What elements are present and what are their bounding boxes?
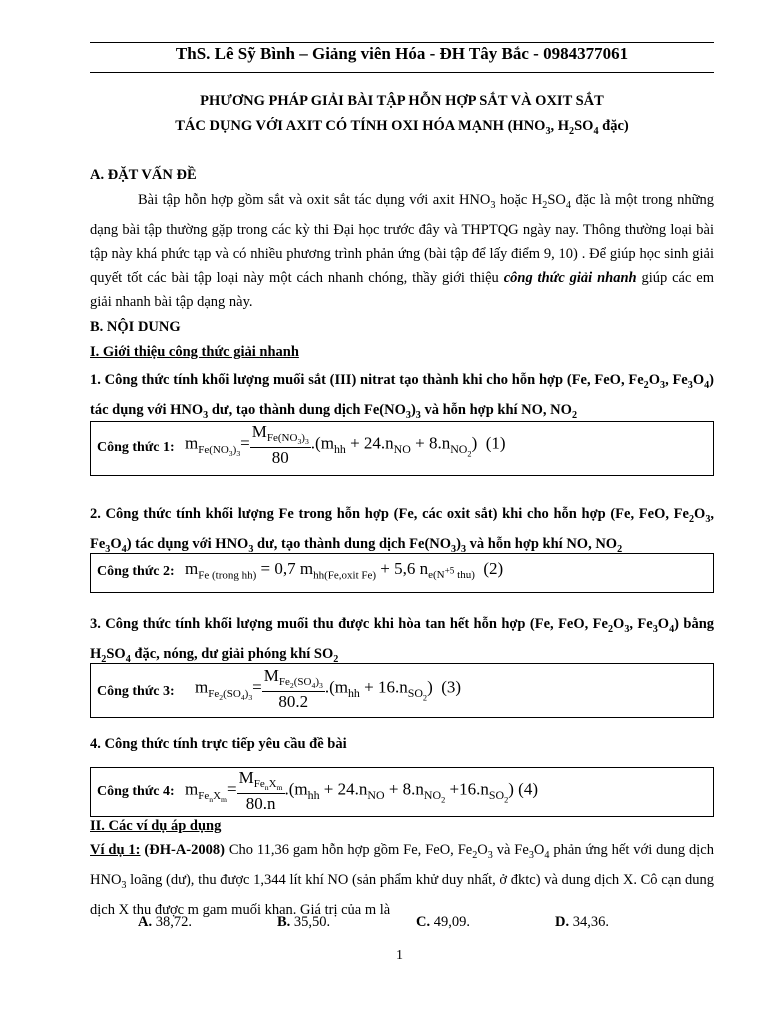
- formula-symbol: m: [195, 677, 209, 697]
- answer-c: [416, 914, 470, 931]
- subscript: 2: [607, 623, 614, 635]
- para-text: SO: [547, 192, 566, 208]
- formula-num: M: [263, 666, 279, 685]
- subscript: 3: [304, 437, 309, 447]
- subscript: 4: [593, 125, 599, 137]
- item-text: ): [456, 535, 461, 552]
- title-line-2: [90, 118, 714, 137]
- subscript: 3: [705, 513, 711, 525]
- formula-text: = 0,7 m: [256, 559, 314, 578]
- example-text: phản ứng hết với dung dịch HNO: [90, 842, 714, 888]
- formula-sub: hh: [307, 788, 320, 803]
- formula-box-4: [90, 767, 714, 817]
- subscript: 3: [490, 199, 496, 211]
- answer-letter: B.: [277, 914, 291, 930]
- formula-1: $m_{Fe(NO_3)_3}=$ $\frac{M_{Fe(NO_3)_3}}{80}$ $.(m_{hh} + 24.n_{NO} + 8.n_{NO_2})$ (1): [185, 422, 506, 467]
- subscript: 3: [203, 409, 209, 421]
- subscript: 2: [643, 379, 649, 391]
- formula-text: ): [508, 779, 514, 799]
- subscript: 4: [125, 653, 131, 665]
- item-text: ) tác dụng với HNO: [90, 372, 714, 418]
- answer-letter: A.: [138, 914, 153, 930]
- formula-tag: (4): [518, 779, 538, 799]
- formula-sub: e(N: [428, 569, 445, 582]
- subscript: 3: [545, 125, 551, 137]
- formula-2: [185, 559, 503, 581]
- subscript: 2: [441, 795, 446, 805]
- subscript: 2: [289, 681, 294, 691]
- answer-b: [277, 914, 330, 931]
- formula-sub: Fe: [208, 688, 220, 701]
- formula-symbol: m: [185, 559, 199, 578]
- answer-value: 35,50.: [290, 914, 331, 930]
- formula-text: + 8.n: [384, 779, 424, 799]
- item-text: đặc, nóng, dư giải phóng khí SO: [130, 645, 334, 662]
- subscript: 3: [487, 849, 493, 861]
- formula-sub: Fe: [253, 778, 265, 791]
- subscript: 4: [669, 623, 675, 635]
- subscript: 4: [121, 543, 127, 555]
- item-text: , Fe: [665, 372, 688, 388]
- subscript: 3: [297, 437, 302, 447]
- title-text: đặc): [598, 118, 629, 134]
- fraction-1: [250, 422, 311, 468]
- formula-sub: NO: [450, 442, 468, 457]
- example-text: Cho 11,36 gam hỗn hợp gồm Fe, FeO, Fe: [224, 842, 473, 858]
- subscript: 3: [660, 379, 666, 391]
- formula-text: + 8.n: [410, 433, 451, 453]
- item-text: O: [657, 616, 670, 632]
- formula-label-4: Công thức 4:: [97, 784, 175, 799]
- formula-tag: (1): [485, 433, 506, 453]
- subscript: 2: [617, 543, 623, 555]
- formula-tag: (2): [483, 559, 504, 578]
- formula-label-1: Công thức 1:: [97, 440, 175, 455]
- subscript: 3: [460, 543, 467, 555]
- subscript: 3: [228, 449, 233, 459]
- fraction-4: $\frac{M_{Fe_nX_m}}{80.n}$: [238, 768, 283, 813]
- formula-sub: hh: [347, 686, 360, 701]
- example-label: Ví dụ 1:: [90, 842, 141, 858]
- item-text: O: [613, 616, 625, 632]
- subscript: 2: [101, 653, 107, 665]
- example-text: và Fe: [492, 842, 529, 858]
- answer-value: 34,36.: [569, 914, 609, 930]
- subscript: 3: [528, 849, 534, 861]
- subscript: 4: [704, 379, 710, 391]
- item-text: O: [694, 506, 706, 522]
- formula-symbol: m: [185, 779, 199, 799]
- formula-num: M: [238, 768, 254, 787]
- formula-3: $m_{Fe_2(SO_4)_3}=$ $\frac{M_{Fe_2(SO_4)_3}}{80.2}$ $.(m_{hh} + 16.n_{SO_2})$ (3): [195, 666, 462, 711]
- item-text: 3. Công thức tính khối lượng muối thu được khi hòa tan hết hỗn hợp (Fe, FeO, Fe: [90, 616, 608, 632]
- formula-sub: NO: [393, 442, 411, 457]
- subscript: 3: [236, 449, 241, 459]
- item-text: dư, tạo thành dung dịch Fe(NO: [253, 535, 452, 552]
- part-1-heading: I. Giới thiệu công thức giải nhanh: [90, 344, 299, 360]
- para-text: Bài tập hỗn hợp gồm sắt và oxit sắt tác dụng với axit HNO: [138, 192, 491, 208]
- formula-sub: hh: [333, 442, 346, 457]
- formula-sub: thu): [454, 569, 475, 582]
- formula-den: 80: [271, 447, 289, 467]
- item-text: và hỗn hợp khí NO, NO: [420, 401, 572, 418]
- subscript: 2: [422, 693, 428, 703]
- header-bottom-rule: [90, 72, 714, 73]
- answer-value: 49,09.: [430, 914, 470, 930]
- formula-den: 80.2: [278, 691, 309, 711]
- item-text: 1. Công thức tính khối lượng muối sắt (III) nitrat tạo thành khi cho hỗn hợp (Fe, FeO, Fe: [90, 372, 644, 388]
- fraction-3: $\frac{M_{Fe_2(SO_4)_3}}{80.2}$: [263, 666, 323, 711]
- subscript: 2: [571, 409, 577, 421]
- subscript: 2: [542, 199, 548, 211]
- item-text: SO: [106, 645, 126, 662]
- formula-label-3: Công thức 3:: [97, 684, 175, 699]
- answer-value: 38,72.: [152, 914, 192, 930]
- subscript: 2: [333, 653, 339, 665]
- formula-text: + 24.n: [345, 433, 394, 453]
- formula-sub: Fe(NO: [266, 432, 298, 445]
- formula-sub: NO: [423, 788, 442, 803]
- part-2-heading: II. Các ví dụ áp dụng: [90, 818, 222, 834]
- subscript: 2: [688, 513, 695, 525]
- item-text: 2. Công thức tính khối lượng Fe trong hỗn hợp (Fe, các oxit sắt) khi cho hỗn hợp (Fe, FeO, Fe: [90, 506, 689, 522]
- formula-sub: Fe: [278, 676, 290, 689]
- formula-label-2: Công thức 2:: [97, 564, 175, 579]
- title-line-1: PHƯƠNG PHÁP GIẢI BÀI TẬP HỖN HỢP SẮT VÀ OXIT SẮT: [200, 93, 604, 109]
- header-top-rule: [90, 42, 714, 43]
- subscript: 3: [652, 623, 658, 635]
- section-a-heading: A. ĐẶT VẤN ĐỀ: [90, 167, 197, 183]
- subscript: 3: [451, 543, 457, 555]
- formula-box-2: [90, 553, 714, 593]
- formula-tag: (3): [441, 677, 462, 697]
- item-text: dư, tạo thành dung dịch Fe(NO: [208, 401, 406, 418]
- formula-sub: NO: [367, 788, 385, 803]
- answer-letter: C.: [416, 914, 431, 930]
- para-text: đặc là một trong những dạng bài tập thường gặp trong các kỳ thi Đại học trước đây và THPTQG ngày nay. Thông thường loại bài tập này khá phức tạp và có nhiều phương trình phản ứng (bài tập để lấy điểm 9, 10) . Để giúp học sinh giải quyết tốt các bài tập loại này một cách nhanh chóng, thầy giới thiệu: [90, 192, 715, 286]
- formula-sub: ): [301, 432, 305, 445]
- formula-text: + 24.n: [319, 779, 368, 799]
- item-1-text: [90, 368, 714, 428]
- page-number: 1: [396, 948, 403, 963]
- subscript: 2: [472, 849, 478, 861]
- example-1-text: [90, 838, 714, 922]
- title-text: TÁC DỤNG VỚI AXIT CÓ TÍNH OXI HÓA MẠNH (HNO: [175, 118, 546, 134]
- example-text: loãng (dư), thu được 1,344 lít khí NO (sản phẩm khử duy nhất, ở đktc) và dung dịch X. Cô cạn dung dịch X thu được m gam muối khan. Giá trị của m là: [90, 871, 714, 918]
- formula-symbol: m: [185, 433, 199, 453]
- subscript: 3: [318, 681, 323, 691]
- formula-text: ): [427, 677, 433, 697]
- item-text: ) bằng H: [90, 616, 715, 662]
- formula-sub: SO: [488, 788, 505, 803]
- example-source: (ĐH-A-2008): [140, 842, 225, 858]
- formula-text: (m: [315, 433, 334, 453]
- formula-text: +16.n: [445, 779, 489, 799]
- answer-a: [138, 914, 192, 931]
- item-text: ): [410, 401, 416, 418]
- subscript: 3: [687, 379, 693, 391]
- item-text: ) tác dụng với HNO: [126, 535, 249, 552]
- section-b-heading: B. NỘI DUNG: [90, 319, 181, 335]
- subscript: 4: [240, 693, 245, 703]
- formula-sub: Fe(NO: [198, 444, 229, 457]
- emphasis-text: công thức giải nhanh: [503, 269, 637, 286]
- item-text: O: [648, 372, 660, 388]
- subscript: 3: [248, 543, 254, 555]
- subscript: 2: [219, 693, 224, 703]
- para-text: giúp các em giải nhanh bài tập dạng này.: [90, 269, 715, 310]
- formula-den: 80.n: [245, 793, 276, 813]
- formula-box-1: [90, 421, 714, 476]
- formula-sub: ): [232, 444, 237, 457]
- formula-sub: SO: [407, 686, 423, 701]
- page-header: ThS. Lê Sỹ Bình – Giảng viên Hóa - ĐH Tây Bắc - 0984377061: [175, 44, 629, 63]
- subscript: 2: [467, 449, 472, 459]
- title-text: SO: [574, 118, 594, 134]
- formula-sub: hh(Fe,oxit Fe): [313, 569, 377, 582]
- formula-text: + 5,6 n: [376, 559, 429, 578]
- formula-text: + 16.n: [359, 677, 408, 697]
- item-text: , Fe: [90, 506, 714, 552]
- formula-num: M: [251, 422, 267, 441]
- formula-4: $m_{Fe_nX_m}=$ $\frac{M_{Fe_nX_m}}{80.n}$ $.(m_{hh} + 24.n_{NO} + 8.n_{NO_2} +16.n_{SO_2})$ (4): [185, 768, 538, 813]
- subscript: 2: [504, 795, 509, 805]
- title-text: , H: [550, 118, 570, 134]
- subscript: 4: [544, 849, 550, 861]
- item-text: O: [110, 535, 122, 552]
- formula-text: ): [471, 433, 478, 453]
- subscript: 3: [415, 409, 421, 421]
- subscript: 4: [311, 681, 316, 691]
- answer-d: [555, 914, 609, 931]
- subscript: 3: [405, 409, 411, 421]
- formula-sub: Fe: [198, 790, 210, 803]
- subscript: 3: [105, 543, 111, 555]
- subscript: 3: [248, 693, 253, 703]
- formula-sub: Fe (trong hh): [198, 569, 257, 582]
- subscript: 4: [565, 199, 571, 211]
- subscript: 3: [624, 623, 630, 635]
- subscript: 2: [569, 125, 575, 137]
- formula-text: (m: [329, 677, 348, 697]
- item-text: và hỗn hợp khí NO, NO: [466, 535, 618, 552]
- para-text: hoặc H: [495, 192, 543, 208]
- answer-letter: D.: [555, 914, 570, 930]
- example-text: O: [533, 842, 545, 858]
- example-text: O: [477, 842, 488, 858]
- formula-box-3: [90, 663, 714, 718]
- subscript: 3: [121, 879, 127, 891]
- formula-sup: +5: [444, 565, 455, 576]
- section-a-paragraph: [90, 188, 714, 314]
- item-text: , Fe: [629, 616, 653, 632]
- formula-text: (m: [288, 779, 308, 799]
- item-text: O: [692, 372, 705, 388]
- item-4-text: 4. Công thức tính trực tiếp yêu cầu đề bài: [90, 736, 347, 752]
